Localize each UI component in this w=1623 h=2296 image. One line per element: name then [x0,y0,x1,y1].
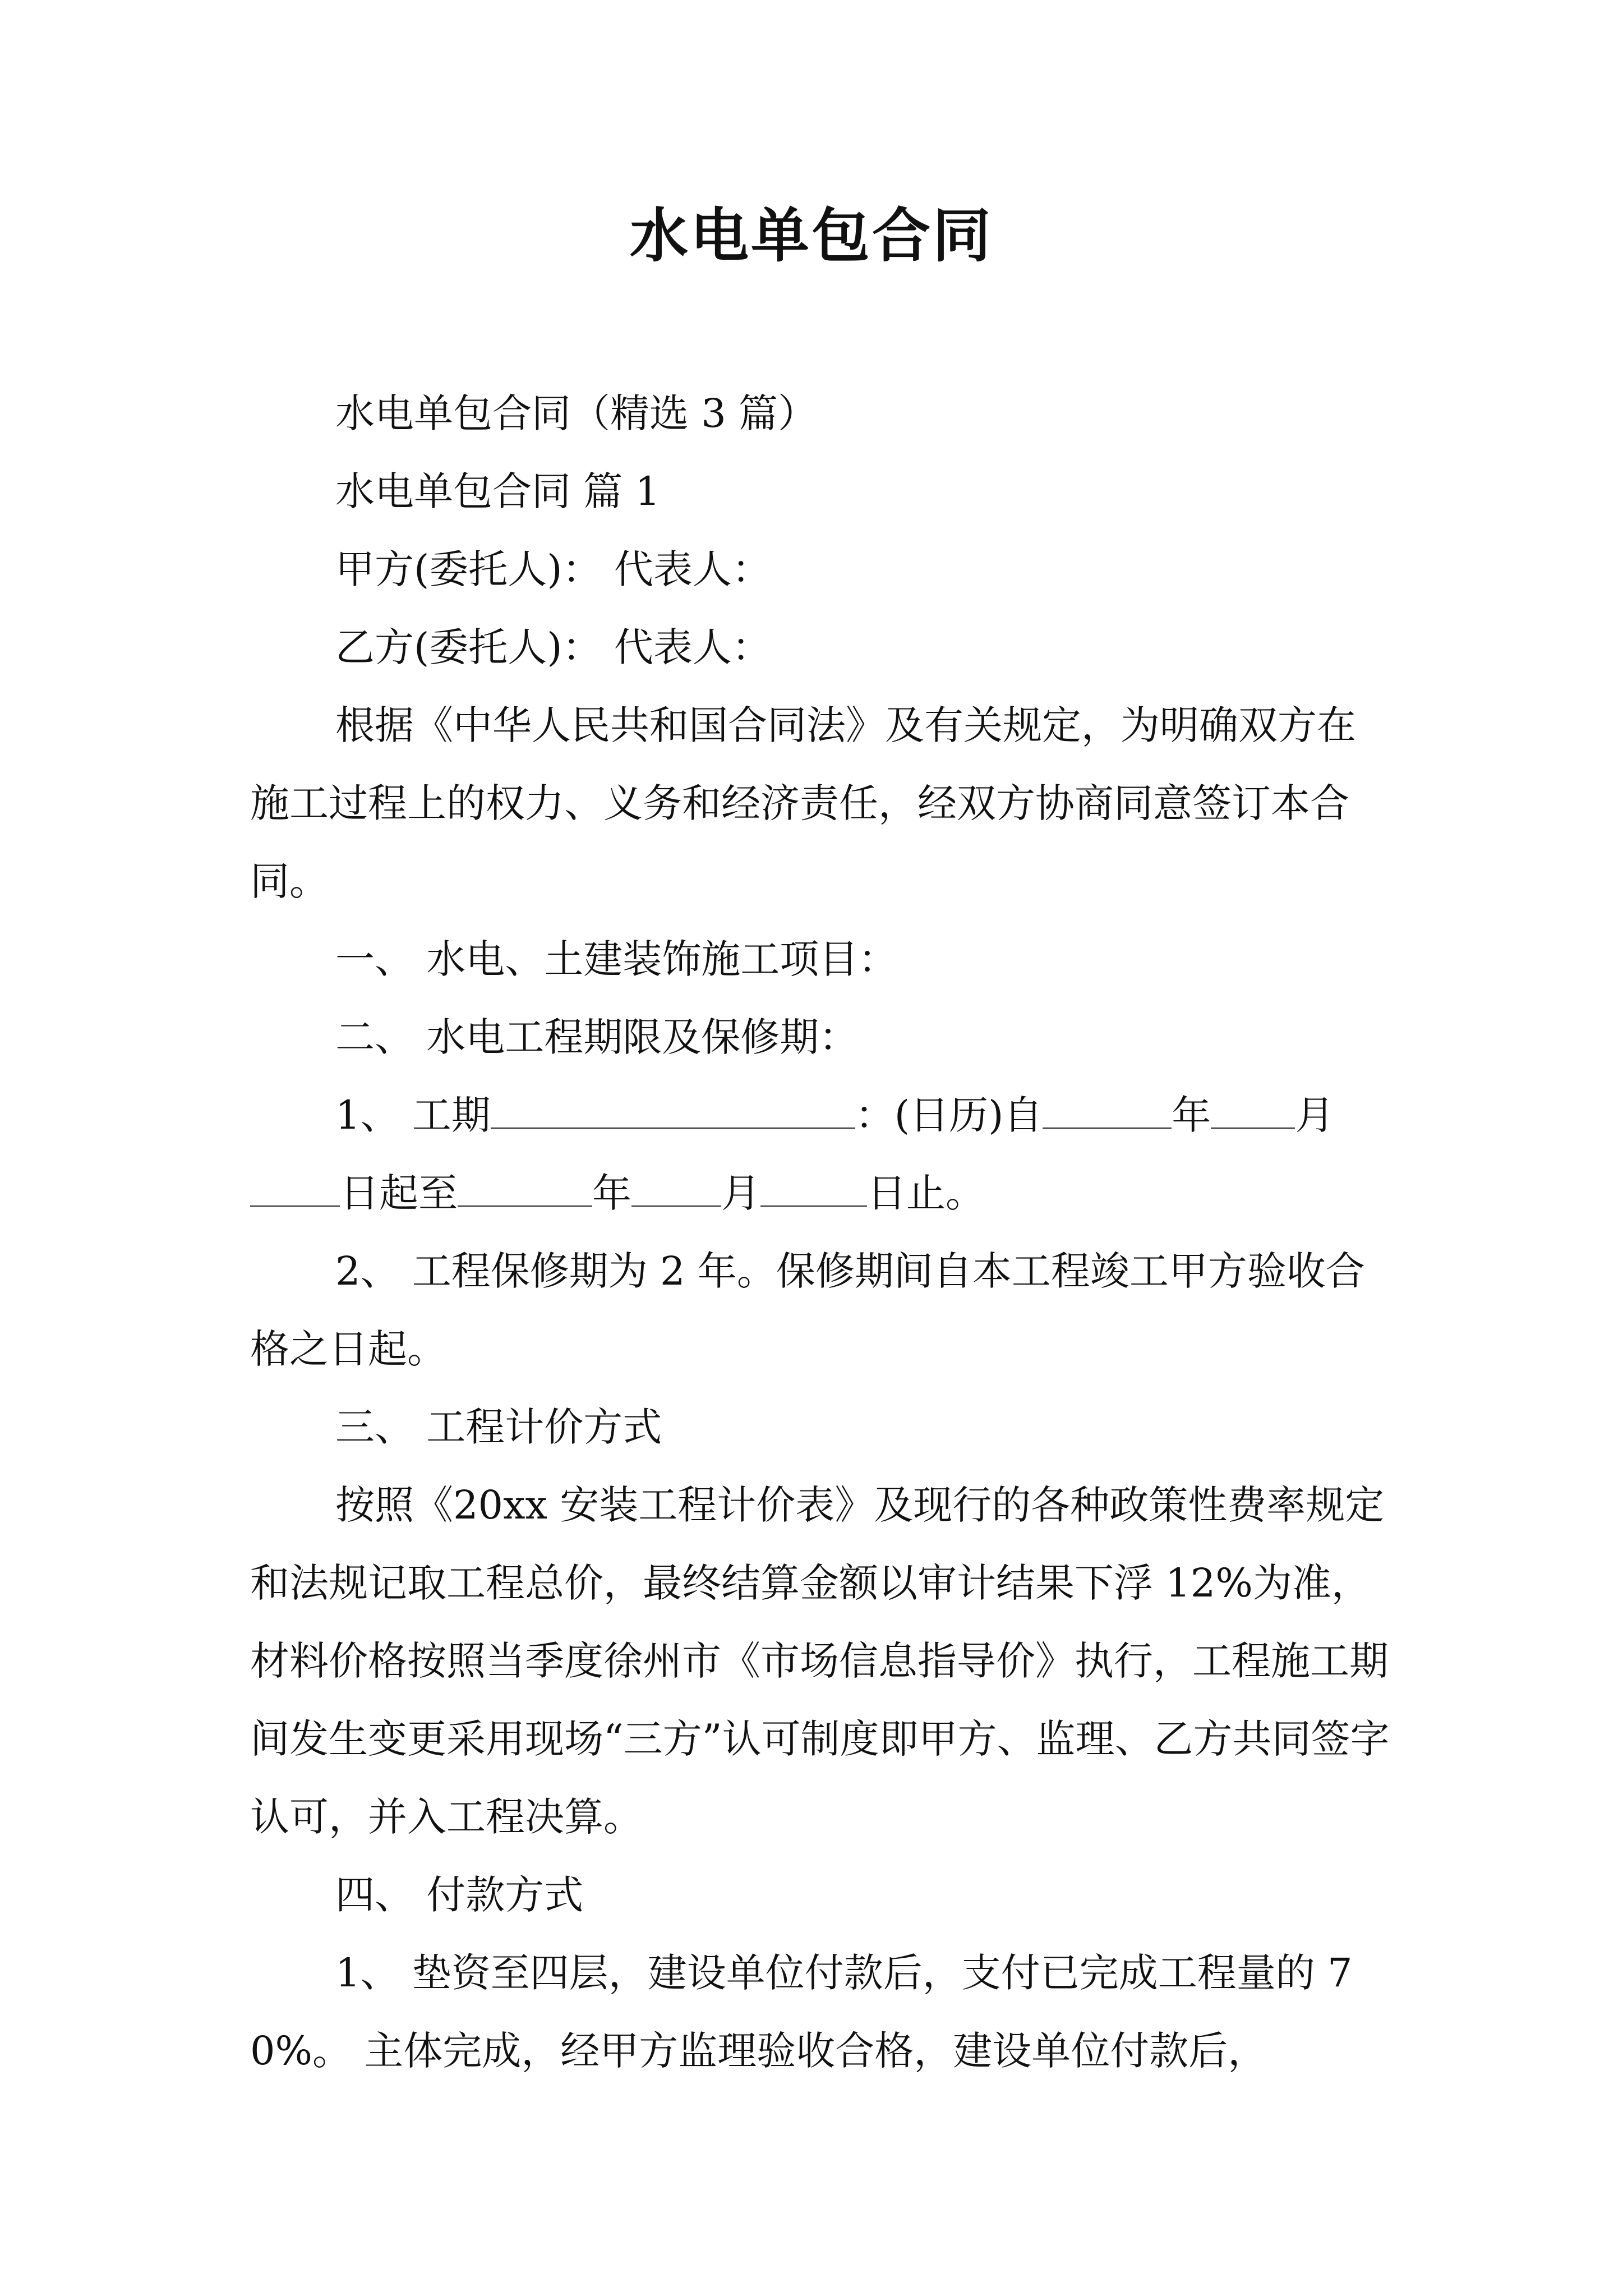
blank-line [631,1172,721,1207]
blank-line [250,1172,340,1207]
paragraph-clause-4-heading: 四、 付款方式 [335,1872,584,1918]
paragraph-clause-3-heading: 三、 工程计价方式 [335,1404,662,1450]
blank-line [1211,1094,1295,1129]
paragraph-term-clause [250,1076,1394,1232]
term-part2: ：(日历)自 [855,1092,1043,1138]
document-body [250,375,1394,2090]
paragraph-party-a: 甲方(委托人)： 代表人： [335,546,771,592]
paragraph-subtitle: 水电单包合同（精选 3 篇） [335,390,818,436]
term-end: 日止。 [867,1170,985,1216]
paragraph-warranty: 2、 工程保修期为 2 年。保修期间自本工程竣工甲方验收合格之日起。 [250,1248,1365,1372]
blank-line [760,1172,867,1207]
paragraph-section-heading: 水电单包合同 篇 1 [335,468,661,514]
document-title: 水电单包合同 [629,201,993,270]
term-month1: 月 [1295,1092,1335,1138]
paragraph-clause-2-heading: 二、 水电工程期限及保修期： [335,1014,859,1060]
term-year1: 年 [1172,1092,1211,1138]
blank-line [491,1094,855,1129]
term-month2: 月 [721,1170,760,1216]
blank-line [1043,1094,1172,1129]
blank-line [458,1172,592,1207]
term-start: 日起至 [340,1170,458,1216]
paragraph-payment: 1、 垫资至四层，建设单位付款后，支付已完成工程量的 70%。 主体完成，经甲方监理验收合格，建设单位付款后， [250,1950,1353,2074]
paragraph-preamble: 根据《中华人民共和国合同法》及有关规定，为明确双方在施工过程上的权力、义务和经济责任，经双方协商同意签订本合同。 [250,702,1356,904]
paragraph-pricing: 按照《20xx 安装工程计价表》及现行的各种政策性费率规定和法规记取工程总价，最终结算金额以审计结果下浮 12%为准，材料价格按照当季度徐州市《市场信息指导价》执行，工程施工期间发生变更采用现场“三方”认可制度即甲方、监理、乙方共同签字认可，并入工程决算。 [250,1482,1390,1840]
paragraph-party-b: 乙方(委托人)： 代表人： [335,624,771,670]
term-prefix: 1、 工期 [335,1092,491,1138]
paragraph-clause-1-heading: 一、 水电、土建装饰施工项目： [335,936,898,982]
term-year2: 年 [592,1170,631,1216]
